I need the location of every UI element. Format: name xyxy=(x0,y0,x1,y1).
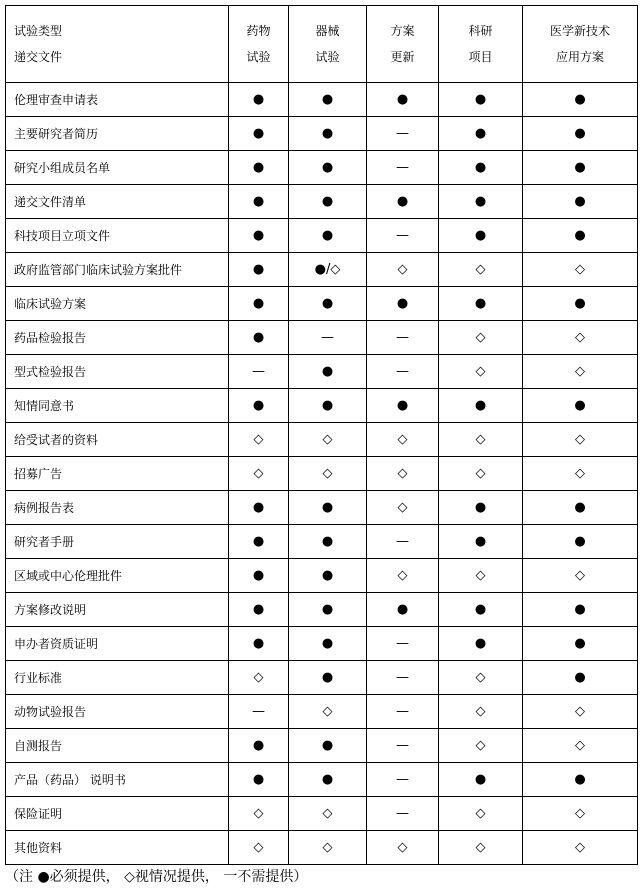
requirement-mark-cell: — xyxy=(367,219,439,253)
requirement-mark-cell: ● xyxy=(439,185,523,219)
document-name-cell: 区域或中心伦理批件 xyxy=(6,559,229,593)
requirement-mark-cell: — xyxy=(229,355,289,389)
column-header-line: 应用方案 xyxy=(555,50,604,64)
requirement-mark-cell: ● xyxy=(439,83,523,117)
requirement-mark-cell: ● xyxy=(289,491,367,525)
requirement-mark-cell: ● xyxy=(439,525,523,559)
document-name-cell: 其他资料 xyxy=(6,831,229,865)
requirement-mark-cell: ● xyxy=(289,117,367,151)
requirement-mark-cell: ◇ xyxy=(367,491,439,525)
requirement-mark-cell: — xyxy=(367,355,439,389)
document-name-cell: 型式检验报告 xyxy=(6,355,229,389)
document-name-cell: 产品（药品） 说明书 xyxy=(6,763,229,797)
requirement-mark-cell: ● xyxy=(523,185,638,219)
document-name-cell: 行业标准 xyxy=(6,661,229,695)
document-name-cell: 知情同意书 xyxy=(6,389,229,423)
requirement-mark-cell: ● xyxy=(523,627,638,661)
column-header-line: 试验 xyxy=(246,50,271,64)
requirement-mark-cell: ● xyxy=(289,559,367,593)
requirement-mark-cell: ● xyxy=(289,151,367,185)
column-header-line: 更新 xyxy=(390,50,415,64)
table-row xyxy=(6,83,638,117)
requirement-mark-cell: ◇ xyxy=(439,355,523,389)
requirement-mark-cell: ● xyxy=(229,253,289,287)
requirement-mark-cell: ◇ xyxy=(289,423,367,457)
requirement-mark-cell: ● xyxy=(229,593,289,627)
table-row xyxy=(6,695,638,729)
requirement-mark-cell: ● xyxy=(289,355,367,389)
document-name-cell: 申办者资质证明 xyxy=(6,627,229,661)
requirement-mark-cell: ◇ xyxy=(523,831,638,865)
requirement-mark-cell: ● xyxy=(289,185,367,219)
requirement-mark-cell: ◇ xyxy=(229,457,289,491)
requirement-mark-cell: ◇ xyxy=(229,661,289,695)
column-header-drug-trial xyxy=(229,6,289,83)
requirement-mark-cell: ● xyxy=(367,593,439,627)
requirement-mark-cell: ● xyxy=(523,219,638,253)
requirement-mark-cell: ● xyxy=(523,83,638,117)
document-name-cell: 方案修改说明 xyxy=(6,593,229,627)
table-row xyxy=(6,661,638,695)
requirement-mark-cell: — xyxy=(229,695,289,729)
requirement-mark-cell: ● xyxy=(523,389,638,423)
requirement-mark-cell: — xyxy=(367,117,439,151)
requirement-mark-cell: ◇ xyxy=(439,423,523,457)
corner-label-trial-type: 试验类型 xyxy=(14,24,63,38)
requirement-mark-cell: ● xyxy=(289,219,367,253)
column-header-research-project xyxy=(439,6,523,83)
document-name-cell: 主要研究者简历 xyxy=(6,117,229,151)
requirement-mark-cell: ◇ xyxy=(367,559,439,593)
requirement-mark-cell: ● xyxy=(289,661,367,695)
requirement-mark-cell: ● xyxy=(229,763,289,797)
requirement-mark-cell: ◇ xyxy=(367,831,439,865)
document-name-cell: 动物试验报告 xyxy=(6,695,229,729)
requirement-mark-cell: ● xyxy=(367,287,439,321)
column-header-line: 科研 xyxy=(468,24,493,38)
column-header-line: 试验 xyxy=(315,50,340,64)
requirement-mark-cell: ●/◇ xyxy=(289,253,367,287)
requirement-mark-cell: ◇ xyxy=(523,559,638,593)
requirement-mark-cell: ◇ xyxy=(523,253,638,287)
requirement-mark-cell: ◇ xyxy=(523,423,638,457)
document-name-cell: 临床试验方案 xyxy=(6,287,229,321)
requirement-mark-cell: ● xyxy=(523,151,638,185)
requirement-mark-cell: ● xyxy=(289,389,367,423)
requirement-mark-cell: ● xyxy=(439,763,523,797)
corner-label-documents: 递交文件 xyxy=(14,50,63,64)
requirement-mark-cell: ● xyxy=(439,627,523,661)
requirement-mark-cell: ◇ xyxy=(439,253,523,287)
table-row xyxy=(6,729,638,763)
table-row xyxy=(6,355,638,389)
requirement-mark-cell: ◇ xyxy=(439,729,523,763)
column-header-line: 方案 xyxy=(390,24,415,38)
document-name-cell: 科技项目立项文件 xyxy=(6,219,229,253)
requirement-mark-cell: ● xyxy=(523,287,638,321)
requirement-mark-cell: ◇ xyxy=(229,423,289,457)
table-row xyxy=(6,763,638,797)
requirement-mark-cell: ● xyxy=(229,627,289,661)
legend-note: （注 ●必须提供， ◇视情况提供， 一不需提供） xyxy=(5,869,308,885)
requirement-mark-cell: ◇ xyxy=(439,831,523,865)
requirement-mark-cell: ◇ xyxy=(523,695,638,729)
requirement-mark-cell: ◇ xyxy=(439,321,523,355)
requirement-mark-cell: — xyxy=(289,321,367,355)
column-header-line: 器械 xyxy=(315,24,340,38)
table-row xyxy=(6,831,638,865)
table-row xyxy=(6,627,638,661)
column-header-line: 医学新技术 xyxy=(549,24,610,38)
corner-header xyxy=(6,6,229,83)
table-row xyxy=(6,457,638,491)
requirement-mark-cell: ● xyxy=(289,729,367,763)
header-row xyxy=(6,6,638,83)
column-header-line: 药物 xyxy=(246,24,271,38)
requirement-mark-cell: — xyxy=(367,729,439,763)
table-row xyxy=(6,797,638,831)
table-row xyxy=(6,117,638,151)
column-header-device-trial xyxy=(289,6,367,83)
requirement-mark-cell: — xyxy=(367,763,439,797)
requirement-mark-cell: ● xyxy=(523,593,638,627)
requirement-mark-cell: ● xyxy=(439,117,523,151)
requirement-mark-cell: ● xyxy=(229,83,289,117)
requirement-mark-cell: ● xyxy=(229,287,289,321)
table-body xyxy=(6,83,638,865)
requirement-mark-cell: ◇ xyxy=(367,457,439,491)
requirement-mark-cell: ● xyxy=(289,83,367,117)
document-name-cell: 研究者手册 xyxy=(6,525,229,559)
requirement-mark-cell: ● xyxy=(367,83,439,117)
column-header-protocol-update xyxy=(367,6,439,83)
table-row xyxy=(6,219,638,253)
requirement-mark-cell: — xyxy=(367,797,439,831)
requirement-mark-cell: ● xyxy=(367,185,439,219)
table-row xyxy=(6,525,638,559)
document-name-cell: 政府监管部门临床试验方案批件 xyxy=(6,253,229,287)
table-row xyxy=(6,423,638,457)
table-row xyxy=(6,389,638,423)
requirement-mark-cell: ● xyxy=(289,593,367,627)
requirement-mark-cell: — xyxy=(367,321,439,355)
table-row xyxy=(6,491,638,525)
requirement-mark-cell: — xyxy=(367,627,439,661)
requirement-mark-cell: ◇ xyxy=(523,729,638,763)
table-row xyxy=(6,287,638,321)
column-header-line: 项目 xyxy=(468,50,493,64)
table-row xyxy=(6,321,638,355)
requirement-mark-cell: ◇ xyxy=(523,321,638,355)
requirement-mark-cell: ● xyxy=(439,287,523,321)
table-row xyxy=(6,593,638,627)
submission-documents-table xyxy=(5,5,638,865)
requirement-mark-cell: ◇ xyxy=(367,253,439,287)
requirement-mark-cell: ◇ xyxy=(439,559,523,593)
document-name-cell: 保险证明 xyxy=(6,797,229,831)
requirement-mark-cell: ● xyxy=(439,389,523,423)
requirement-mark-cell: ◇ xyxy=(229,797,289,831)
requirement-mark-cell: ◇ xyxy=(439,695,523,729)
requirement-mark-cell: ◇ xyxy=(367,423,439,457)
requirement-mark-cell: ◇ xyxy=(439,457,523,491)
requirement-mark-cell: ◇ xyxy=(289,797,367,831)
requirement-mark-cell: ● xyxy=(289,763,367,797)
requirement-mark-cell: ● xyxy=(229,219,289,253)
document-name-cell: 研究小组成员名单 xyxy=(6,151,229,185)
requirement-mark-cell: ◇ xyxy=(523,355,638,389)
document-name-cell: 给受试者的资料 xyxy=(6,423,229,457)
requirement-mark-cell: ● xyxy=(229,491,289,525)
requirement-mark-cell: ◇ xyxy=(439,661,523,695)
requirement-mark-cell: — xyxy=(367,661,439,695)
document-name-cell: 伦理审查申请表 xyxy=(6,83,229,117)
requirement-mark-cell: ● xyxy=(523,491,638,525)
requirement-mark-cell: ● xyxy=(229,185,289,219)
requirement-mark-cell: ● xyxy=(289,627,367,661)
table-row xyxy=(6,253,638,287)
table-row xyxy=(6,559,638,593)
document-name-cell: 自测报告 xyxy=(6,729,229,763)
requirement-mark-cell: ● xyxy=(367,389,439,423)
document-name-cell: 递交文件清单 xyxy=(6,185,229,219)
requirement-mark-cell: ● xyxy=(523,117,638,151)
requirement-mark-cell: ● xyxy=(229,151,289,185)
requirement-mark-cell: ● xyxy=(229,117,289,151)
requirement-mark-cell: ● xyxy=(289,287,367,321)
requirement-mark-cell: ● xyxy=(439,151,523,185)
requirement-mark-cell: ● xyxy=(229,525,289,559)
requirement-mark-cell: — xyxy=(367,151,439,185)
requirement-mark-cell: ◇ xyxy=(289,695,367,729)
requirement-mark-cell: ● xyxy=(439,491,523,525)
requirement-mark-cell: ● xyxy=(229,729,289,763)
requirement-mark-cell: ● xyxy=(439,593,523,627)
requirement-mark-cell: ● xyxy=(523,661,638,695)
column-header-new-tech-application xyxy=(523,6,638,83)
requirement-mark-cell: — xyxy=(367,525,439,559)
requirement-mark-cell: ● xyxy=(229,389,289,423)
requirement-mark-cell: — xyxy=(367,695,439,729)
requirement-mark-cell: ● xyxy=(289,525,367,559)
requirement-mark-cell: ◇ xyxy=(229,831,289,865)
requirement-mark-cell: ◇ xyxy=(289,457,367,491)
requirement-mark-cell: ● xyxy=(229,559,289,593)
table-row xyxy=(6,151,638,185)
requirement-mark-cell: ● xyxy=(439,219,523,253)
requirement-mark-cell: ● xyxy=(523,763,638,797)
table-row xyxy=(6,185,638,219)
document-name-cell: 病例报告表 xyxy=(6,491,229,525)
requirement-mark-cell: ◇ xyxy=(439,797,523,831)
document-name-cell: 招募广告 xyxy=(6,457,229,491)
requirement-mark-cell: ◇ xyxy=(289,831,367,865)
requirement-mark-cell: ● xyxy=(229,321,289,355)
requirement-mark-cell: ● xyxy=(523,525,638,559)
document-name-cell: 药品检验报告 xyxy=(6,321,229,355)
requirement-mark-cell: ◇ xyxy=(523,797,638,831)
requirement-mark-cell: ◇ xyxy=(523,457,638,491)
